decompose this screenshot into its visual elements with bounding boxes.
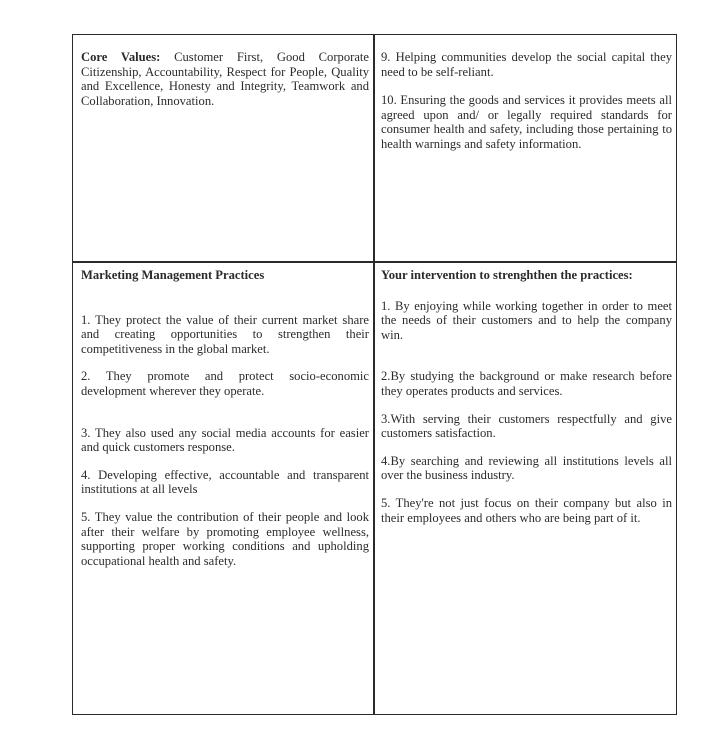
practice-item: 4. Developing effective, accountable and transparent institutions at all levels <box>81 467 369 497</box>
intervention-item: 3.With serving their customers respectfully and give customers satisfaction. <box>381 411 672 441</box>
practice-item: 5. They value the contribution of their people and look after their welfare by promoting employee wellness, supporting proper working conditions and upholding occupational health and safety. <box>81 509 369 568</box>
commitments-cell <box>375 50 678 152</box>
document-table <box>72 34 677 715</box>
interventions-cell <box>375 268 678 525</box>
commitment-item: 9. Helping communities develop the social capital they need to be self-reliant. <box>381 50 672 79</box>
core-values-cell <box>73 50 373 108</box>
intervention-item: 1. By enjoying while working together in order to meet the needs of their customers and to help the company win. <box>381 298 672 342</box>
practices-cell <box>73 268 373 568</box>
practice-item: 2. They promote and protect socio-economic development wherever they operate. <box>81 369 369 398</box>
intervention-item: 5. They're not just focus on their company but also in their employees and others who are being part of it. <box>381 495 672 525</box>
row-divider <box>73 261 676 263</box>
interventions-heading: Your intervention to strenghthen the practices: <box>381 268 633 282</box>
practice-item: 3. They also used any social media accounts for easier and quick customers response. <box>81 425 369 455</box>
core-values-label: Core Values: <box>81 50 161 64</box>
core-values-text: Customer First, Good Corporate Citizenship, Accountability, Respect for People, Quality and Excellence, Honesty and Integrity, Teamwork and Collaboration, Innovation. <box>81 50 369 108</box>
commitment-item: 10. Ensuring the goods and services it provides meets all agreed upon and/ or legally required standards for consumer health and safety, including those pertaining to health warnings and safety information. <box>381 93 672 151</box>
practice-item: 1. They protect the value of their current market share and creating opportunities to strengthen their competitiveness in the global market. <box>81 312 369 356</box>
core-values-paragraph <box>81 50 369 108</box>
intervention-item: 4.By searching and reviewing all institutions levels all over the business industry. <box>381 453 672 483</box>
practices-heading: Marketing Management Practices <box>81 268 265 282</box>
intervention-item: 2.By studying the background or make research before they operates products and services. <box>381 369 672 398</box>
